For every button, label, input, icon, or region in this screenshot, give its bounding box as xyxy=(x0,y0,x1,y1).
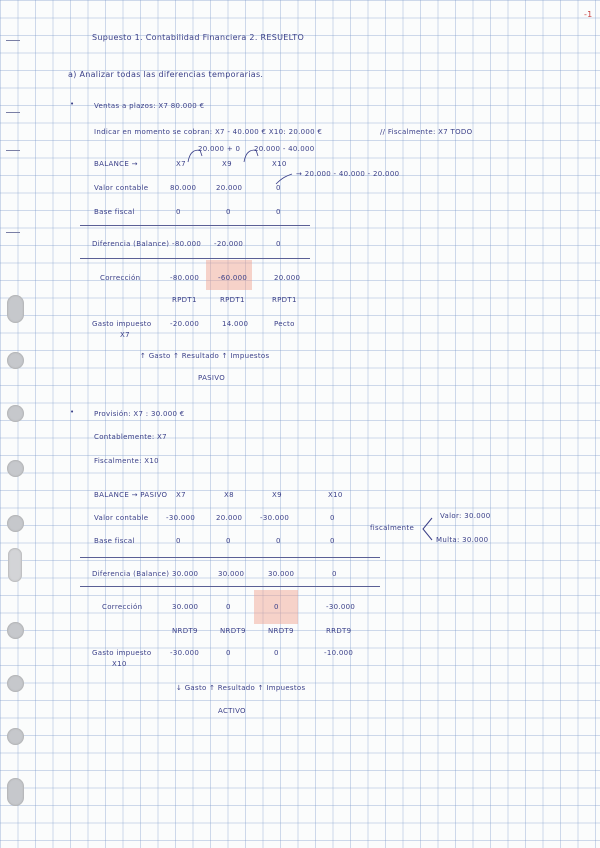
case1-vc-x7: 80.000 xyxy=(170,184,197,192)
case2-corr-x7: 30.000 xyxy=(172,603,199,611)
binder-hole xyxy=(8,548,22,582)
case1-col-x9: X9 xyxy=(222,160,232,168)
binder-hole xyxy=(7,622,24,639)
case1-bf-x10: 0 xyxy=(276,208,281,216)
case1-arrow-label-2: 20.000 - 40.000 xyxy=(254,145,315,153)
case2-col-x10: X10 xyxy=(328,491,343,499)
case2-diff-label: Diferencia (Balance) xyxy=(92,570,170,578)
case2-tax-x9: 0 xyxy=(274,649,279,657)
divider xyxy=(80,557,380,558)
case2-vc-x9: -30.000 xyxy=(260,514,290,522)
case2-type-x7: NRDT9 xyxy=(172,627,198,635)
case2-vc-x8: 20.000 xyxy=(216,514,243,522)
divider xyxy=(80,586,380,587)
case2-bf-x8: 0 xyxy=(226,537,231,545)
case2-corr-x9: 0 xyxy=(274,603,279,611)
case1-balance-label: BALANCE → xyxy=(94,160,138,168)
case2-col-x7: X7 xyxy=(176,491,186,499)
case2-vc-x7: -30.000 xyxy=(166,514,196,522)
case2-tax-x7: -30.000 xyxy=(170,649,200,657)
case2-side-value-1: Valor: 30.000 xyxy=(440,512,491,520)
case2-col-x9: X9 xyxy=(272,491,282,499)
case1-bf-label: Base fiscal xyxy=(94,208,135,216)
case1-tax-sublabel: X7 xyxy=(120,331,130,339)
question-label: a) Analizar todas las diferencias temporarias. xyxy=(68,70,264,79)
case2-diff-x8: 30.000 xyxy=(218,570,245,578)
case1-summary: ↑ Gasto ↑ Resultado ↑ Impuestos xyxy=(140,352,270,360)
case2-bf-x9: 0 xyxy=(276,537,281,545)
case1-vc-x10: 0 xyxy=(276,184,281,192)
case2-bf-x7: 0 xyxy=(176,537,181,545)
case1-bf-x9: 0 xyxy=(226,208,231,216)
case2-tax-x10: -10.000 xyxy=(324,649,354,657)
case2-summary: ↓ Gasto ↑ Resultado ↑ Impuestos xyxy=(176,684,306,692)
binder-hole xyxy=(7,675,24,692)
case2-vc-x10: 0 xyxy=(330,514,335,522)
margin-tick xyxy=(6,40,20,41)
case1-diff-x7: -80.000 xyxy=(172,240,202,248)
case2-line-3: Fiscalmente: X10 xyxy=(94,457,159,465)
case1-tax-x9: 14.000 xyxy=(222,320,249,328)
case2-type-x9: NRDT9 xyxy=(268,627,294,635)
case2-type-x8: NRDT9 xyxy=(220,627,246,635)
case2-diff-x7: 30.000 xyxy=(172,570,199,578)
case2-line-1: Provisión: X7 : 30.000 € xyxy=(94,410,185,418)
case1-tax-x10: Pecto xyxy=(274,320,295,328)
case2-tax-sublabel: X10 xyxy=(112,660,127,668)
case1-diff-x10: 0 xyxy=(276,240,281,248)
case2-col-x8: X8 xyxy=(224,491,234,499)
case2-corr-label: Corrección xyxy=(102,603,143,611)
case1-intro-note: // Fiscalmente: X7 TODO xyxy=(380,128,473,136)
page-title: Supuesto 1. Contabilidad Financiera 2. RESUELTO xyxy=(92,33,305,42)
case1-corr-x9: -60.000 xyxy=(218,274,248,282)
binder-hole xyxy=(7,460,24,477)
case2-tax-label: Gasto impuesto xyxy=(92,649,152,657)
page-number: -1 xyxy=(584,10,593,19)
case1-arrow-right: → 20.000 - 40.000 - 20.000 xyxy=(296,170,400,178)
binder-hole xyxy=(7,352,24,369)
case2-line-2: Contablemente: X7 xyxy=(94,433,167,441)
case1-col-x10: X10 xyxy=(272,160,287,168)
case1-corr-x7: -80.000 xyxy=(170,274,200,282)
margin-tick xyxy=(6,112,20,113)
case1-tax-label: Gasto impuesto xyxy=(92,320,152,328)
case1-bf-x7: 0 xyxy=(176,208,181,216)
case1-vc-label: Valor contable xyxy=(94,184,149,192)
case2-diff-x9: 30.000 xyxy=(268,570,295,578)
case1-type-x7: RPDT1 xyxy=(172,296,197,304)
case2-tax-x8: 0 xyxy=(226,649,231,657)
case2-balance-label: BALANCE → PASIVO xyxy=(94,491,168,499)
case1-arrow-label-1: 20.000 + 0 xyxy=(198,145,241,153)
margin-tick xyxy=(6,232,20,233)
case1-diff-x9: -20.000 xyxy=(214,240,244,248)
case2-corr-x10: -30.000 xyxy=(326,603,356,611)
case1-bracket-arrows xyxy=(180,148,300,188)
case1-type-x9: RPDT1 xyxy=(220,296,245,304)
case2-result: ACTIVO xyxy=(218,707,246,715)
case2-side-label: fiscalmente xyxy=(370,524,415,532)
case2-diff-x10: 0 xyxy=(332,570,337,578)
bullet: • xyxy=(70,408,75,416)
case1-diff-label: Diferencia (Balance) xyxy=(92,240,170,248)
case1-corr-label: Corrección xyxy=(100,274,141,282)
case2-side-value-2: Multa: 30.000 xyxy=(436,536,489,544)
binder-hole xyxy=(7,515,24,532)
bracket-icon xyxy=(420,516,436,542)
case2-vc-label: Valor contable xyxy=(94,514,149,522)
divider xyxy=(80,225,310,226)
binder-hole xyxy=(7,778,24,806)
case1-intro-1: Ventas a plazos: X7 80.000 € xyxy=(94,102,205,110)
divider xyxy=(80,258,310,259)
binder-hole xyxy=(7,295,24,323)
case1-intro-2: Indicar en momento se cobran: X7 - 40.000 € X10: 20.000 € xyxy=(94,128,323,136)
case2-bf-x10: 0 xyxy=(330,537,335,545)
binder-hole xyxy=(7,405,24,422)
bullet: • xyxy=(70,100,75,108)
binder-hole xyxy=(7,728,24,745)
case2-type-x10: RRDT9 xyxy=(326,627,352,635)
case1-vc-x9: 20.000 xyxy=(216,184,243,192)
case2-corr-x8: 0 xyxy=(226,603,231,611)
case1-col-x7: X7 xyxy=(176,160,186,168)
margin-tick xyxy=(6,150,20,151)
case2-bf-label: Base fiscal xyxy=(94,537,135,545)
case1-result: PASIVO xyxy=(198,374,226,382)
case1-tax-x7: -20.000 xyxy=(170,320,200,328)
case1-type-x10: RPDT1 xyxy=(272,296,297,304)
case1-corr-x10: 20.000 xyxy=(274,274,301,282)
